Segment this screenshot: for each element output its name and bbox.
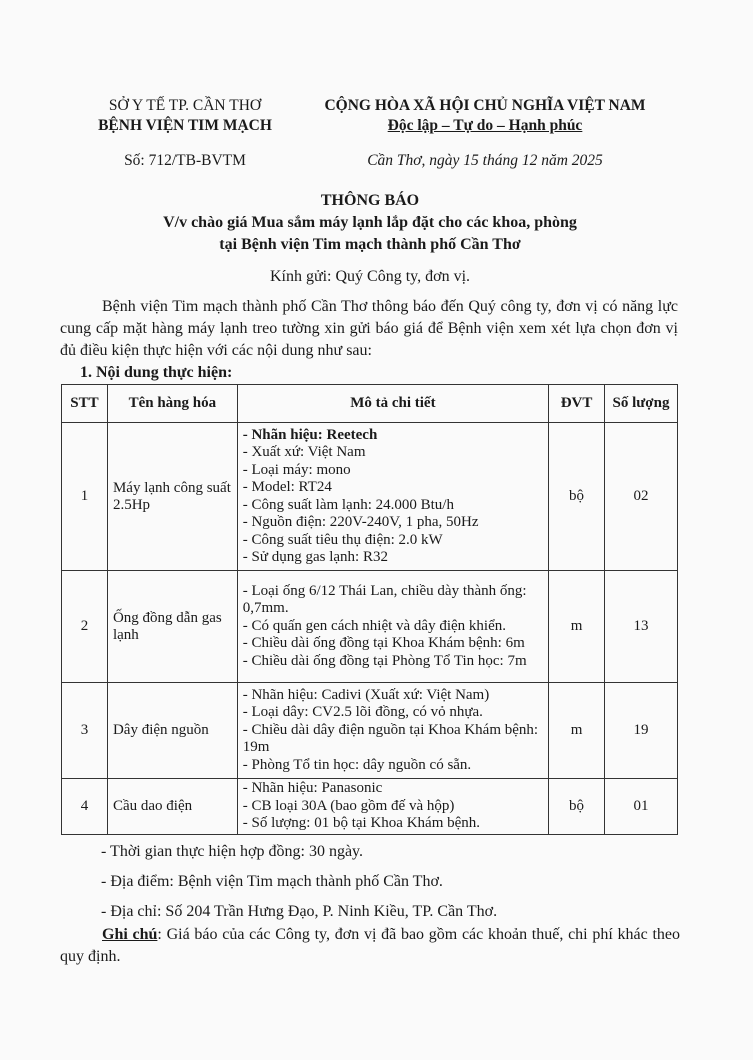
desc-line: - Chiều dài dây điện nguồn tại Khoa Khám bệnh: 19m [242,721,539,756]
table-row [62,423,678,571]
row-qty: 13 [605,571,678,683]
row-stt: 1 [62,423,108,571]
row-desc [237,779,548,835]
desc-line: - Có quấn gen cách nhiệt và dây điện khiển. [242,617,506,634]
document-date: Cần Thơ, ngày 15 tháng 12 năm 2025 [367,152,603,169]
row-desc [237,683,548,779]
desc-line: - Xuất xứ: Việt Nam [242,444,366,460]
desc-line: - CB loại 30A (bao gồm đế và hộp) [242,797,455,814]
national-motto: Độc lập – Tự do – Hạnh phúc [387,117,583,134]
row-unit: bộ [549,423,605,571]
desc-line: - Nhãn hiệu: Cadivi (Xuất xứ: Việt Nam) [242,686,490,703]
table-row [62,779,678,835]
document-subject-line2: tại Bệnh viện Tim mạch thành phố Cần Thơ [219,236,521,253]
desc-line: - Nhãn hiệu: Reetech [242,426,378,443]
document-title-block [60,190,680,256]
desc-line: - Chiều dài ống đồng tại Khoa Khám bệnh: 6m [242,635,525,652]
row-desc [237,423,548,571]
row-qty: 01 [605,779,678,835]
issuer-block [70,96,300,136]
issuer-department: SỞ Y TẾ TP. CẦN THƠ [108,97,262,114]
row-name: Máy lạnh công suất 2.5Hp [107,423,237,571]
row-unit: m [549,683,605,779]
national-title: CỘNG HÒA XÃ HỘI CHỦ NGHĨA VIỆT NAM [324,97,646,114]
desc-line: - Model: RT24 [242,479,332,495]
table-header-row [62,385,678,423]
desc-line: - Chiều dài ống đồng tại Phòng Tổ Tin học: 7m [242,652,527,669]
items-table [61,384,678,835]
issuer-hospital: BỆNH VIỆN TIM MẠCH [98,117,272,134]
notes-list [101,843,681,933]
row-stt: 2 [62,571,108,683]
desc-line: - Công suất làm lạnh: 24.000 Btu/h [242,496,454,513]
desc-line: - Công suất tiêu thụ điện: 2.0 kW [242,531,443,548]
desc-line: - Nhãn hiệu: Panasonic [242,780,383,797]
header-qty: Số lượng [605,385,678,423]
row-name: Dây điện nguồn [107,683,237,779]
row-unit: bộ [549,779,605,835]
row-name: Cầu dao điện [107,779,237,835]
header-desc: Mô tả chi tiết [237,385,548,423]
document-number: Số: 712/TB-BVTM [124,152,246,169]
row-stt: 3 [62,683,108,779]
desc-line: - Phòng Tổ tin học: dây nguồn có sẵn. [242,756,472,773]
desc-line: - Số lượng: 01 bộ tại Khoa Khám bệnh. [242,815,481,832]
note-address: - Địa chỉ: Số 204 Trần Hưng Đạo, P. Ninh Kiều, TP. Cần Thơ. [101,903,498,920]
row-qty: 19 [605,683,678,779]
remark-paragraph [60,924,680,968]
greeting: Kính gửi: Quý Công ty, đơn vị. [269,268,471,285]
section-heading: 1. Nội dung thực hiện: [80,364,233,381]
row-name: Ống đồng dẫn gas lạnh [107,571,237,683]
table-row [62,571,678,683]
header-unit: ĐVT [549,385,605,423]
row-qty: 02 [605,423,678,571]
row-stt: 4 [62,779,108,835]
desc-line: - Loại ống 6/12 Thái Lan, chiều dày thành ống: 0,7mm. [242,582,527,617]
national-motto-block [300,96,670,136]
remark-text: : Giá báo của các Công ty, đơn vị đã bao gồm các khoản thuế, chi phí khác theo quy định. [60,926,681,965]
desc-line: - Nguồn điện: 220V-240V, 1 pha, 50Hz [242,514,479,530]
header-stt: STT [62,385,108,423]
row-unit: m [549,571,605,683]
desc-line: - Sử dụng gas lạnh: R32 [242,549,388,565]
remark-label: Ghi chú [102,926,158,943]
desc-line: - Loại dây: CV2.5 lõi đồng, có vỏ nhựa. [242,704,483,721]
document-title: THÔNG BÁO [320,192,420,209]
header-name: Tên hàng hóa [107,385,237,423]
note-duration: - Thời gian thực hiện hợp đồng: 30 ngày. [101,843,363,860]
desc-line: - Loại máy: mono [242,461,351,478]
table-row [62,683,678,779]
note-location: - Địa điểm: Bệnh viện Tim mạch thành phố Cần Thơ. [101,873,443,890]
intro-paragraph: Bệnh viện Tim mạch thành phố Cần Thơ thông báo đến Quý công ty, đơn vị có năng lực cung cấp mặt hàng máy lạnh treo tường xin gửi báo giá để Bệnh viện xem xét lựa chọn đơn vị đủ điều kiện thực hiện với các nội dung như sau: [60,298,678,359]
document-subject-line1: V/v chào giá Mua sắm máy lạnh lắp đặt cho các khoa, phòng [163,214,577,231]
row-desc [237,571,548,683]
